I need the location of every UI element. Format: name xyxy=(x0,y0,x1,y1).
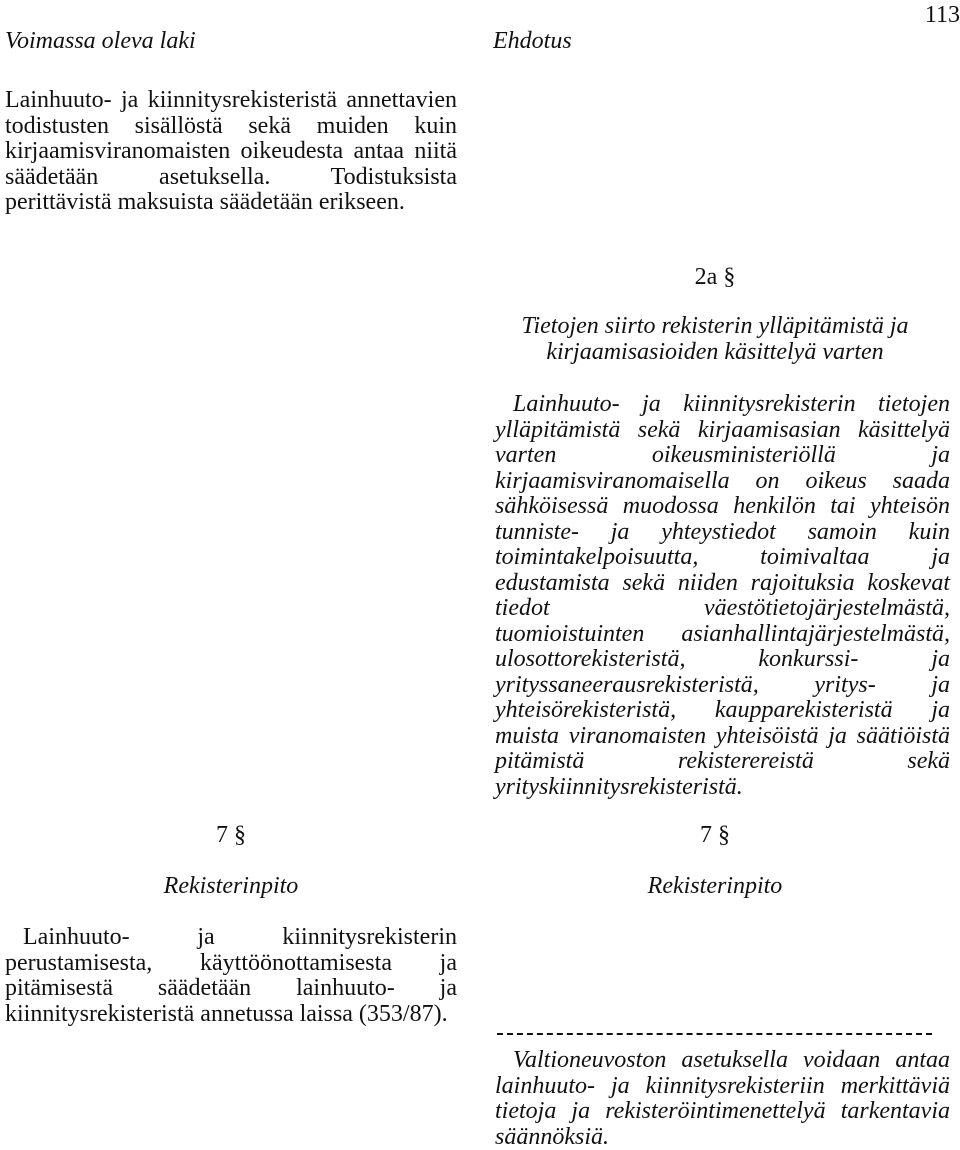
right-section-2a-title: Tietojen siirto rekisterin ylläpitämistä ja kirjaamisasioiden käsittelyä varten xyxy=(521,313,909,365)
right-column-header: Ehdotus xyxy=(493,28,572,54)
left-section-7-sign: 7 § xyxy=(216,822,246,848)
left-intro-paragraph: Lainhuuto- ja kiinnitysrekisteristä annettavien todistusten sisällöstä sekä muiden kuin kirjaamisviranomaisten oikeudesta antaa niitä säädetään asetuksella. Todistuksista perittävistä maksuista säädetään erikseen. xyxy=(5,87,457,215)
right-section-7-title: Rekisterinpito xyxy=(647,873,783,899)
omitted-text-dashes xyxy=(497,1033,932,1035)
left-column-header: Voimassa oleva laki xyxy=(5,28,196,54)
right-section-7-sign: 7 § xyxy=(700,822,730,848)
left-section-7-title: Rekisterinpito xyxy=(163,873,299,899)
right-section-2a-sign: 2a § xyxy=(694,264,736,290)
page-number: 113 xyxy=(924,2,960,28)
right-section-2a-body: Lainhuuto- ja kiinnitysrekisterin tietojen ylläpitämistä sekä kirjaamisasian käsittelyä varten oikeusministeriöllä ja kirjaamisviranomaisella on oikeus saada sähköisessä muodossa henkilön tai yhteisön tunniste- ja yhteystiedot samoin kuin toimintakelpoisuutta, toimivaltaa ja edustamista sekä niiden rajoituksia koskevat tiedot väestötietojärjestelmästä, tuomioistuinten asianhallintajärjestelmästä, ulosottorekisteristä, konkurssi- ja yrityssaneerausrekisteristä, yritys- ja yhteisörekisteristä, kaupparekisteristä ja muista viranomaisten yhteisöistä ja säätiöistä pitämistä rekisterereistä sekä yrityskiinnitysrekisteristä. xyxy=(495,391,950,800)
left-section-7-body: Lainhuuto- ja kiinnitysrekisterin perustamisesta, käyttöönottamisesta ja pitämisestä säädetään lainhuuto- ja kiinnitysrekisteristä annetussa laissa (353/87). xyxy=(5,924,457,1027)
right-section-7-body: Valtioneuvoston asetuksella voidaan antaa lainhuuto- ja kiinnitysrekisteriin merkittäviä tietoja ja rekisteröintimenettelyä tarkentavia säännöksiä. xyxy=(495,1047,950,1150)
